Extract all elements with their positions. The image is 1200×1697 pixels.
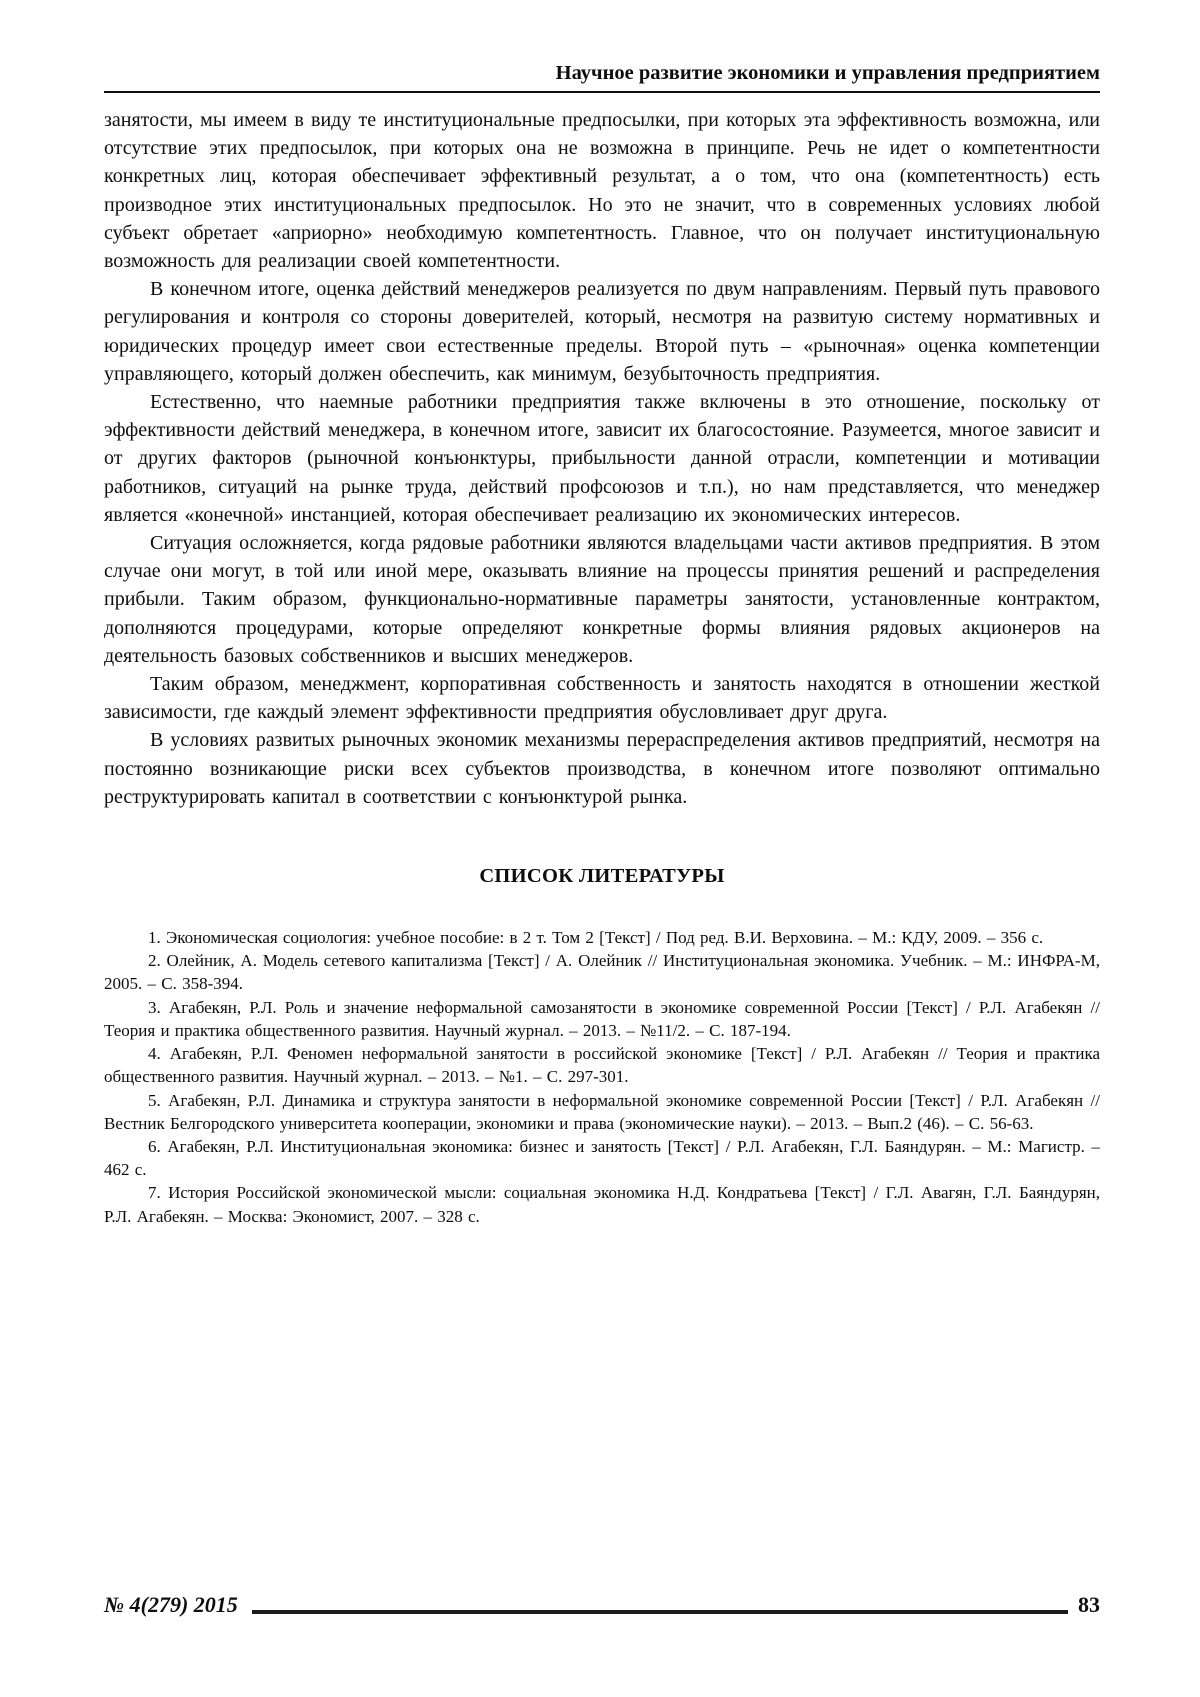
body-paragraph: Ситуация осложняется, когда рядовые работники являются владельцами части активов предприятия. В этом случае они могут, в той или иной мере, оказывать влияние на процессы принятия решений и распределения прибыли. Таким образом, функционально-нормативные параметры занятости, установленные контрактом, дополняются процедурами, которые определяют конкретные формы влияния рядовых акционеров на деятельность базовых собственников и высших менеджеров. bbox=[104, 532, 1100, 667]
page-footer bbox=[104, 1592, 1100, 1618]
reference-item: 1. Экономическая социология: учебное пособие: в 2 т. Том 2 [Текст] / Под ред. В.И. Верховина. – М.: КДУ, 2009. – 356 с. bbox=[148, 928, 1044, 948]
footer-issue-label: № 4(279) 2015 bbox=[104, 1592, 238, 1617]
reference-item: 3. Агабекян, Р.Л. Роль и значение неформальной самозанятости в экономике современной России [Текст] / Р.Л. Агабекян // Теория и практика общественного развития. Научный журнал. – 2013. – №11/2. – С. 187-194. bbox=[104, 997, 1100, 1040]
body-paragraph: В конечном итоге, оценка действий менеджеров реализуется по двум направлениям. Первый путь правового регулирования и контроля со стороны доверителей, который, несмотря на развитую систему нормативных и юридических процедур имеет свои естественные пределы. Второй путь – «рыночная» оценка компетенции управляющего, который должен обеспечить, как минимум, безубыточность предприятия. bbox=[104, 278, 1100, 385]
reference-item: 2. Олейник, А. Модель сетевого капитализма [Текст] / А. Олейник // Институциональная экономика. Учебник. – М.: ИНФРА-М, 2005. – С. 358-394. bbox=[104, 951, 1100, 994]
reference-item: 6. Агабекян, Р.Л. Институциональная экономика: бизнес и занятость [Текст] / Р.Л. Агабекян, Г.Л. Баяндурян. – М.: Магистр. – 462 с. bbox=[104, 1136, 1100, 1180]
body-paragraph: Естественно, что наемные работники предприятия также включены в это отношение, поскольку от эффективности действий менеджера, в конечном итоге, зависит их благосостояние. Разумеется, многое зависит и от других факторов (рыночной конъюнктуры, прибыльности данной отрасли, компетенции и мотивации работников, ситуаций на рынке труда, действий профсоюзов и т.п.), но нам представляется, что менеджер является «конечной» инстанцией, которая обеспечивает реализацию их экономических интересов. bbox=[104, 391, 1100, 526]
footer-page-number: 83 bbox=[1078, 1592, 1100, 1617]
body-paragraph: занятости, мы имеем в виду те институциональные предпосылки, при которых эта эффективность возможна, или отсутствие этих предпосылок, при которых она не возможна в принципе. Речь не идет о компетентности конкретных лиц, которая обеспечивает эффективный результат, а о том, что она (компетентность) есть производное этих институциональных предпосылок. Но это не значит, что в современных условиях любой субъект обретает «априорно» необходимую компетентность. Главное, что он получает институциональную возможность для реализации своей компетентности. bbox=[104, 109, 1100, 273]
body-paragraph: Таким образом, менеджмент, корпоративная собственность и занятость находятся в отношении жесткой зависимости, где каждый элемент эффективности предприятия обусловливает друг друга. bbox=[104, 673, 1100, 724]
running-header bbox=[104, 60, 1100, 93]
article-body bbox=[104, 106, 1100, 811]
running-header-title: Научное развитие экономики и управления предприятием bbox=[555, 62, 1100, 84]
reference-item: 5. Агабекян, Р.Л. Динамика и структура занятости в неформальной экономике современной России [Текст] / Р.Л. Агабекян // Вестник Белгородского университета кооперации, экономики и права (экономические науки). – 2013. – Вып.2 (46). – С. 56-63. bbox=[104, 1090, 1100, 1133]
bibliography-heading: СПИСОК ЛИТЕРАТУРЫ bbox=[479, 865, 725, 888]
reference-item: 4. Агабекян, Р.Л. Феномен неформальной занятости в российской экономике [Текст] / Р.Л. Агабекян // Теория и практика общественного развития. Научный журнал. – 2013. – №1. – С. 297-301. bbox=[104, 1044, 1100, 1087]
reference-item: 7. История Российской экономической мысли: социальная экономика Н.Д. Кондратьева [Текст] / Г.Л. Авагян, Г.Л. Баяндурян, Р.Л. Агабекян. – Москва: Экономист, 2007. – 328 с. bbox=[104, 1183, 1100, 1226]
body-paragraph: В условиях развитых рыночных экономик механизмы перераспределения активов предприятий, несмотря на постоянно возникающие риски всех субъектов производства, в конечном итоге позволяют оптимально реструктурировать капитал в соответствии с конъюнктурой рынка. bbox=[104, 729, 1100, 808]
bibliography-list bbox=[104, 926, 1100, 1228]
footer-rule bbox=[252, 1610, 1068, 1614]
